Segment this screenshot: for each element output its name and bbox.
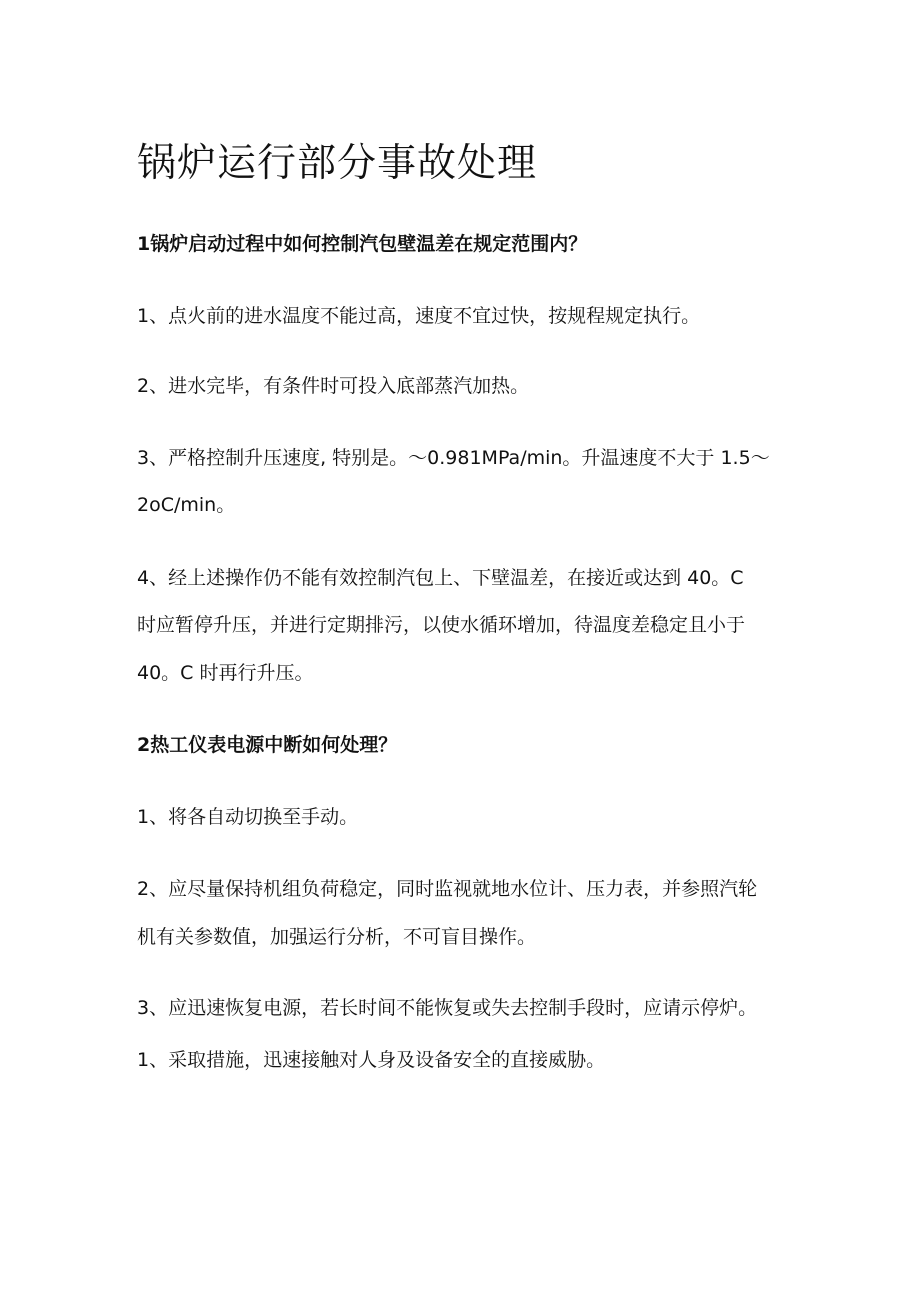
answer-1-item-4-line-3: 40。C 时再行升压。 <box>137 662 314 684</box>
answer-1-item-3-line-1: 3、严格控制升压速度, 特别是。～0.981MPa/min。升温速度不大于 1.5～ <box>137 447 770 469</box>
document-title: 锅炉运行部分事故处理 <box>137 141 538 186</box>
answer-2-item-3: 3、应迅速恢复电源，若长时间不能恢复或失去控制手段时，应请示停炉。 <box>137 997 758 1019</box>
answer-1-item-4-line-1: 4、经上述操作仍不能有效控制汽包上、下壁温差，在接近或达到 40。C <box>137 567 744 589</box>
answer-2-item-2-line-1: 2、应尽量保持机组负荷稳定，同时监视就地水位计、压力表，并参照汽轮 <box>137 878 758 900</box>
answer-1-item-2: 2、进水完毕，有条件时可投入底部蒸汽加热。 <box>137 375 530 397</box>
answer-2-item-1: 1、将各自动切换至手动。 <box>137 806 359 828</box>
answer-1-item-3-line-2: 2oC/min。 <box>137 494 236 516</box>
answer-2-item-2-line-2: 机有关参数值，加强运行分析，不可盲目操作。 <box>137 926 537 948</box>
question-2-heading: 2热工仪表电源中断如何处理？ <box>137 734 398 756</box>
answer-2-item-4: 1、采取措施，迅速接触对人身及设备安全的直接威胁。 <box>137 1049 606 1071</box>
answer-1-item-4-line-2: 时应暂停升压，并进行定期排污，以使水循环增加，待温度差稳定且小于 <box>137 614 746 636</box>
question-1-heading: 1锅炉启动过程中如何控制汽包壁温差在规定范围内？ <box>137 233 588 255</box>
answer-1-item-1: 1、点火前的进水温度不能过高，速度不宜过快，按规程规定执行。 <box>137 305 701 327</box>
